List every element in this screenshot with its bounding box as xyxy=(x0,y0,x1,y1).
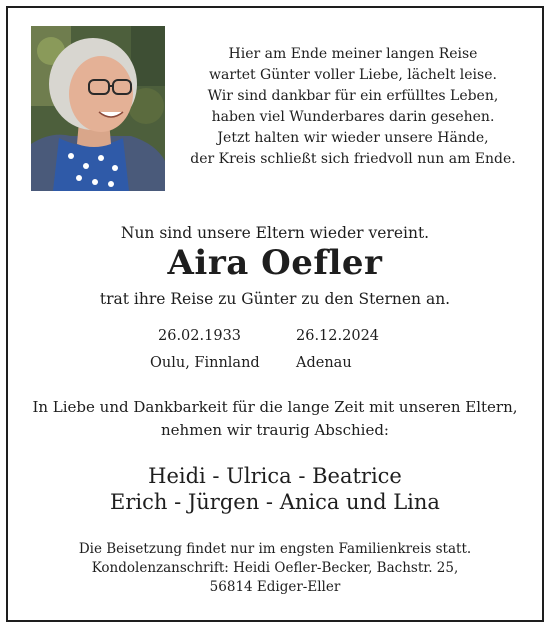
intro-text: Nun sind unsere Eltern wieder vereint. xyxy=(120,224,430,242)
poem xyxy=(178,44,528,170)
poem-line: Jetzt halten wir wieder unsere Hände, xyxy=(217,130,489,146)
farewell-line: In Liebe und Dankbarkeit für die lange Zeit mit unseren Eltern, xyxy=(32,398,518,416)
family-line: Heidi - Ulrica - Beatrice xyxy=(148,464,402,488)
poem-line: wartet Günter voller Liebe, lächelt leise. xyxy=(209,67,497,83)
birth-place: Oulu, Finnland xyxy=(150,355,260,371)
portrait-photo xyxy=(31,26,165,191)
poem-line: haben viel Wunderbares darin gesehen. xyxy=(211,109,495,125)
family-line: Erich - Jürgen - Anica und Lina xyxy=(110,490,440,514)
journey-text: trat ihre Reise zu Günter zu den Sternen an. xyxy=(99,290,451,308)
death-date: 26.12.2024 xyxy=(296,328,380,344)
notice-line: 56814 Ediger-Eller xyxy=(209,579,341,595)
death-place: Adenau xyxy=(296,355,352,371)
farewell-line: nehmen wir traurig Abschied: xyxy=(161,421,389,439)
poem-line: Wir sind dankbar für ein erfülltes Leben, xyxy=(207,88,499,104)
notice-line: Die Beisetzung findet nur im engsten Familienkreis statt. xyxy=(78,541,472,557)
poem-line: Hier am Ende meiner langen Reise xyxy=(228,46,478,62)
birth-date: 26.02.1933 xyxy=(158,328,242,344)
family-names xyxy=(0,463,550,515)
notice-line: Kondolenzanschrift: Heidi Oefler-Becker, Bachstr. 25, xyxy=(91,560,459,576)
deceased-name: Aira Oefler xyxy=(167,243,383,283)
funeral-notice xyxy=(0,540,550,597)
farewell-text xyxy=(0,396,550,442)
poem-line: der Kreis schließt sich friedvoll nun am Ende. xyxy=(190,151,516,167)
